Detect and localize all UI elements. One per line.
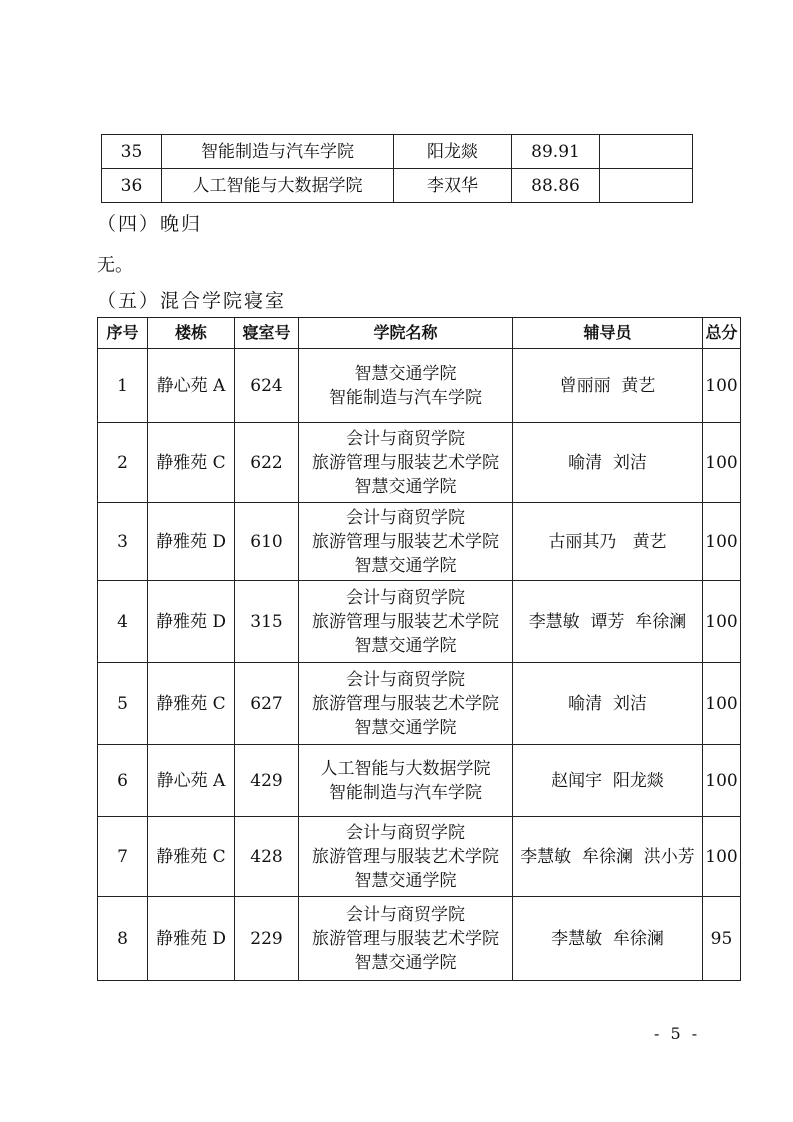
table-row — [102, 169, 693, 203]
college-name: 会计与商贸学院 — [346, 587, 465, 608]
cell-counselor: 赵闻宇 阳龙燚 — [513, 745, 703, 817]
table-row — [98, 423, 741, 503]
cell-score: 88.86 — [512, 169, 600, 203]
college-name: 智慧交通学院 — [354, 635, 457, 656]
cell-building: 静雅苑 D — [148, 581, 235, 663]
cell-building: 静雅苑 C — [148, 817, 235, 897]
section-4-heading: （四）晚归 — [97, 213, 203, 235]
cell-score: 89.91 — [512, 135, 600, 169]
college-name: 会计与商贸学院 — [346, 669, 465, 690]
college-name: 旅游管理与服装艺术学院 — [312, 846, 499, 867]
table-row — [98, 897, 741, 981]
cell-name: 阳龙燚 — [394, 135, 512, 169]
table-header-row — [98, 318, 741, 349]
cell-counselor: 李慧敏 谭芳 牟徐澜 — [513, 581, 703, 663]
cell-room: 315 — [235, 581, 299, 663]
cell-colleges — [299, 745, 513, 817]
header-no: 序号 — [98, 318, 148, 349]
cell-no: 8 — [98, 897, 148, 981]
cell-building: 静心苑 A — [148, 745, 235, 817]
cell-room: 429 — [235, 745, 299, 817]
cell-no: 4 — [98, 581, 148, 663]
cell-room: 229 — [235, 897, 299, 981]
cell-counselor: 李慧敏 牟徐澜 洪小芳 — [513, 817, 703, 897]
cell-total: 100 — [703, 663, 741, 745]
cell-counselor: 李慧敏 牟徐澜 — [513, 897, 703, 981]
cell-colleges — [299, 423, 513, 503]
section-5-heading: （五）混合学院寝室 — [97, 290, 287, 312]
college-name: 智慧交通学院 — [354, 952, 457, 973]
cell-counselor: 古丽其乃 黄艺 — [513, 503, 703, 581]
college-name: 旅游管理与服装艺术学院 — [312, 611, 499, 632]
cell-extra — [600, 135, 693, 169]
table-row — [98, 817, 741, 897]
cell-extra — [600, 169, 693, 203]
college-name: 旅游管理与服装艺术学院 — [312, 452, 499, 473]
table-row — [98, 349, 741, 423]
cell-no: 6 — [98, 745, 148, 817]
cell-building: 静心苑 A — [148, 349, 235, 423]
cell-room: 622 — [235, 423, 299, 503]
cell-total: 100 — [703, 581, 741, 663]
cell-total: 100 — [703, 503, 741, 581]
cell-no: 35 — [102, 135, 162, 169]
cell-college: 人工智能与大数据学院 — [162, 169, 394, 203]
cell-college: 智能制造与汽车学院 — [162, 135, 394, 169]
table-row — [102, 135, 693, 169]
cell-building: 静雅苑 C — [148, 663, 235, 745]
college-name: 会计与商贸学院 — [346, 904, 465, 925]
cell-no: 3 — [98, 503, 148, 581]
college-name: 智慧交通学院 — [354, 476, 457, 497]
cell-no: 2 — [98, 423, 148, 503]
cell-counselor: 曾丽丽 黄艺 — [513, 349, 703, 423]
college-name: 旅游管理与服装艺术学院 — [312, 531, 499, 552]
cell-colleges — [299, 817, 513, 897]
header-college: 学院名称 — [299, 318, 513, 349]
college-name: 智慧交通学院 — [354, 555, 457, 576]
college-name: 人工智能与大数据学院 — [320, 758, 491, 779]
cell-total: 100 — [703, 745, 741, 817]
cell-building: 静雅苑 C — [148, 423, 235, 503]
cell-counselor: 喻清 刘洁 — [513, 663, 703, 745]
college-name: 智能制造与汽车学院 — [329, 782, 482, 803]
cell-colleges — [299, 897, 513, 981]
cell-room: 627 — [235, 663, 299, 745]
table-row — [98, 503, 741, 581]
cell-counselor: 喻清 刘洁 — [513, 423, 703, 503]
cell-building: 静雅苑 D — [148, 897, 235, 981]
cell-colleges — [299, 581, 513, 663]
cell-room: 610 — [235, 503, 299, 581]
header-counselor: 辅导员 — [513, 318, 703, 349]
header-room: 寝室号 — [235, 318, 299, 349]
cell-no: 7 — [98, 817, 148, 897]
cell-colleges — [299, 349, 513, 423]
college-name: 智慧交通学院 — [354, 717, 457, 738]
college-name: 智慧交通学院 — [354, 363, 457, 384]
college-name: 旅游管理与服装艺术学院 — [312, 693, 499, 714]
header-building: 楼栋 — [148, 318, 235, 349]
college-name: 旅游管理与服装艺术学院 — [312, 928, 499, 949]
cell-colleges — [299, 663, 513, 745]
header-total: 总分 — [703, 318, 741, 349]
table-row — [98, 581, 741, 663]
college-name: 会计与商贸学院 — [346, 822, 465, 843]
cell-total: 100 — [703, 349, 741, 423]
cell-no: 5 — [98, 663, 148, 745]
section-4-text: 无。 — [97, 255, 133, 276]
college-name: 智慧交通学院 — [354, 870, 457, 891]
cell-colleges — [299, 503, 513, 581]
cell-no: 1 — [98, 349, 148, 423]
page-number: - 5 - — [654, 1024, 701, 1043]
table-row — [98, 745, 741, 817]
college-name: 会计与商贸学院 — [346, 428, 465, 449]
cell-building: 静雅苑 D — [148, 503, 235, 581]
college-name: 会计与商贸学院 — [346, 507, 465, 528]
cell-room: 428 — [235, 817, 299, 897]
mixed-college-dorm-table — [97, 317, 741, 981]
cell-no: 36 — [102, 169, 162, 203]
cell-total: 95 — [703, 897, 741, 981]
cell-total: 100 — [703, 817, 741, 897]
score-table-continued — [101, 134, 693, 203]
cell-room: 624 — [235, 349, 299, 423]
college-name: 智能制造与汽车学院 — [329, 387, 482, 408]
cell-total: 100 — [703, 423, 741, 503]
table-row — [98, 663, 741, 745]
cell-name: 李双华 — [394, 169, 512, 203]
